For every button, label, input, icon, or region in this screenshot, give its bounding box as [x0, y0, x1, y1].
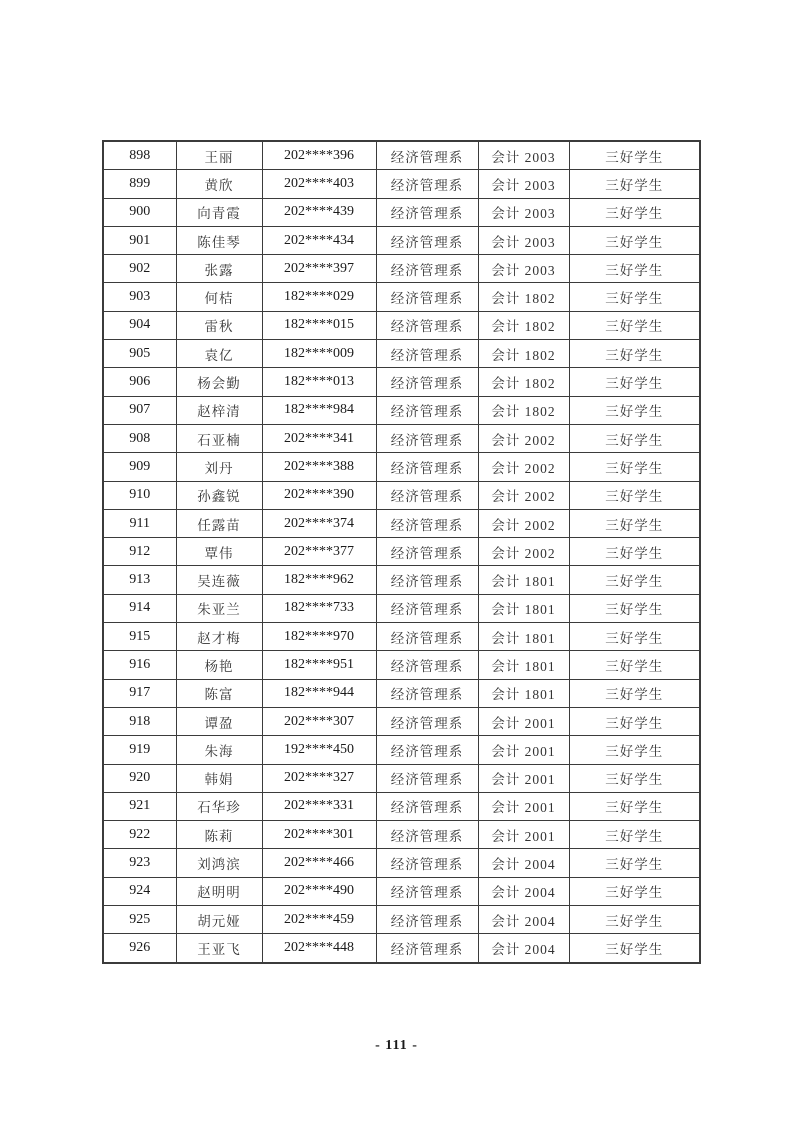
cell-name: 胡元娅 — [176, 906, 262, 934]
cell-class: 会计 2002 — [478, 453, 569, 481]
cell-student-id: 182****970 — [262, 623, 376, 651]
cell-class: 会计 2002 — [478, 509, 569, 537]
cell-name: 谭盈 — [176, 707, 262, 735]
cell-department: 经济管理系 — [376, 538, 478, 566]
table-row — [103, 792, 700, 820]
cell-department: 经济管理系 — [376, 566, 478, 594]
table-row — [103, 311, 700, 339]
cell-award: 三好学生 — [569, 906, 700, 934]
awards-table-body — [103, 141, 700, 963]
cell-row-number: 917 — [103, 679, 176, 707]
cell-name: 刘丹 — [176, 453, 262, 481]
cell-award: 三好学生 — [569, 764, 700, 792]
cell-department: 经济管理系 — [376, 877, 478, 905]
cell-row-number: 912 — [103, 538, 176, 566]
cell-award: 三好学生 — [569, 651, 700, 679]
page-number: - 111 - — [375, 1038, 418, 1053]
cell-class: 会计 2001 — [478, 707, 569, 735]
cell-student-id: 182****984 — [262, 396, 376, 424]
table-row — [103, 141, 700, 170]
cell-row-number: 898 — [103, 141, 176, 170]
table-row — [103, 736, 700, 764]
cell-row-number: 908 — [103, 424, 176, 452]
cell-name: 杨艳 — [176, 651, 262, 679]
cell-name: 王亚飞 — [176, 934, 262, 963]
cell-class: 会计 2004 — [478, 877, 569, 905]
cell-student-id: 182****015 — [262, 311, 376, 339]
table-row — [103, 283, 700, 311]
cell-award: 三好学生 — [569, 311, 700, 339]
cell-class: 会计 2003 — [478, 170, 569, 198]
cell-department: 经济管理系 — [376, 255, 478, 283]
cell-row-number: 906 — [103, 368, 176, 396]
table-row — [103, 623, 700, 651]
cell-row-number: 926 — [103, 934, 176, 963]
cell-student-id: 202****466 — [262, 849, 376, 877]
cell-class: 会计 1801 — [478, 651, 569, 679]
cell-student-id: 202****327 — [262, 764, 376, 792]
cell-name: 石亚楠 — [176, 424, 262, 452]
cell-award: 三好学生 — [569, 198, 700, 226]
cell-row-number: 900 — [103, 198, 176, 226]
cell-award: 三好学生 — [569, 679, 700, 707]
awards-table — [102, 140, 701, 964]
cell-award: 三好学生 — [569, 141, 700, 170]
cell-award: 三好学生 — [569, 934, 700, 963]
cell-class: 会计 1801 — [478, 566, 569, 594]
cell-department: 经济管理系 — [376, 509, 478, 537]
table-row — [103, 594, 700, 622]
table-row — [103, 255, 700, 283]
cell-award: 三好学生 — [569, 453, 700, 481]
cell-student-id: 182****013 — [262, 368, 376, 396]
cell-department: 经济管理系 — [376, 283, 478, 311]
cell-class: 会计 1802 — [478, 368, 569, 396]
table-row — [103, 509, 700, 537]
cell-department: 经济管理系 — [376, 170, 478, 198]
cell-student-id: 192****450 — [262, 736, 376, 764]
cell-name: 刘鸿滨 — [176, 849, 262, 877]
cell-award: 三好学生 — [569, 396, 700, 424]
cell-name: 覃伟 — [176, 538, 262, 566]
cell-department: 经济管理系 — [376, 623, 478, 651]
cell-student-id: 182****009 — [262, 340, 376, 368]
cell-student-id: 202****341 — [262, 424, 376, 452]
cell-class: 会计 2002 — [478, 424, 569, 452]
cell-student-id: 202****439 — [262, 198, 376, 226]
cell-row-number: 915 — [103, 623, 176, 651]
cell-award: 三好学生 — [569, 340, 700, 368]
cell-award: 三好学生 — [569, 821, 700, 849]
cell-row-number: 918 — [103, 707, 176, 735]
table-row — [103, 481, 700, 509]
cell-department: 经济管理系 — [376, 594, 478, 622]
cell-class: 会计 1802 — [478, 283, 569, 311]
cell-name: 赵梓清 — [176, 396, 262, 424]
cell-student-id: 202****448 — [262, 934, 376, 963]
cell-row-number: 921 — [103, 792, 176, 820]
cell-class: 会计 1801 — [478, 679, 569, 707]
table-row — [103, 538, 700, 566]
table-row — [103, 453, 700, 481]
cell-class: 会计 1802 — [478, 396, 569, 424]
table-row — [103, 226, 700, 254]
table-row — [103, 707, 700, 735]
table-row — [103, 906, 700, 934]
cell-student-id: 202****434 — [262, 226, 376, 254]
cell-name: 何桔 — [176, 283, 262, 311]
cell-department: 经济管理系 — [376, 679, 478, 707]
cell-student-id: 182****962 — [262, 566, 376, 594]
cell-class: 会计 2002 — [478, 481, 569, 509]
cell-department: 经济管理系 — [376, 906, 478, 934]
cell-award: 三好学生 — [569, 736, 700, 764]
cell-class: 会计 2003 — [478, 255, 569, 283]
cell-name: 向青霞 — [176, 198, 262, 226]
table-row — [103, 340, 700, 368]
cell-department: 经济管理系 — [376, 764, 478, 792]
cell-name: 黄欣 — [176, 170, 262, 198]
cell-row-number: 920 — [103, 764, 176, 792]
cell-student-id: 202****403 — [262, 170, 376, 198]
cell-award: 三好学生 — [569, 707, 700, 735]
cell-student-id: 202****388 — [262, 453, 376, 481]
cell-row-number: 904 — [103, 311, 176, 339]
table-row — [103, 821, 700, 849]
cell-row-number: 916 — [103, 651, 176, 679]
cell-name: 陈富 — [176, 679, 262, 707]
cell-department: 经济管理系 — [376, 424, 478, 452]
cell-row-number: 910 — [103, 481, 176, 509]
cell-name: 雷秋 — [176, 311, 262, 339]
cell-department: 经济管理系 — [376, 934, 478, 963]
cell-name: 石华珍 — [176, 792, 262, 820]
cell-student-id: 202****390 — [262, 481, 376, 509]
cell-student-id: 182****944 — [262, 679, 376, 707]
cell-department: 经济管理系 — [376, 481, 478, 509]
cell-name: 孙鑫锐 — [176, 481, 262, 509]
table-row — [103, 396, 700, 424]
cell-student-id: 182****733 — [262, 594, 376, 622]
cell-class: 会计 2004 — [478, 906, 569, 934]
cell-class: 会计 2001 — [478, 736, 569, 764]
cell-class: 会计 1802 — [478, 311, 569, 339]
cell-student-id: 202****331 — [262, 792, 376, 820]
cell-student-id: 182****029 — [262, 283, 376, 311]
cell-award: 三好学生 — [569, 368, 700, 396]
cell-department: 经济管理系 — [376, 396, 478, 424]
cell-student-id: 182****951 — [262, 651, 376, 679]
cell-class: 会计 1802 — [478, 340, 569, 368]
cell-award: 三好学生 — [569, 283, 700, 311]
table-row — [103, 934, 700, 963]
cell-row-number: 923 — [103, 849, 176, 877]
cell-department: 经济管理系 — [376, 311, 478, 339]
table-row — [103, 368, 700, 396]
cell-department: 经济管理系 — [376, 453, 478, 481]
cell-department: 经济管理系 — [376, 821, 478, 849]
cell-department: 经济管理系 — [376, 368, 478, 396]
cell-class: 会计 2001 — [478, 792, 569, 820]
table-row — [103, 679, 700, 707]
cell-award: 三好学生 — [569, 877, 700, 905]
cell-row-number: 913 — [103, 566, 176, 594]
cell-student-id: 202****397 — [262, 255, 376, 283]
cell-student-id: 202****396 — [262, 141, 376, 170]
cell-student-id: 202****490 — [262, 877, 376, 905]
cell-student-id: 202****301 — [262, 821, 376, 849]
cell-class: 会计 1801 — [478, 594, 569, 622]
cell-department: 经济管理系 — [376, 141, 478, 170]
cell-row-number: 902 — [103, 255, 176, 283]
cell-name: 赵明明 — [176, 877, 262, 905]
cell-class: 会计 1801 — [478, 623, 569, 651]
cell-department: 经济管理系 — [376, 707, 478, 735]
cell-name: 吴连薇 — [176, 566, 262, 594]
cell-student-id: 202****377 — [262, 538, 376, 566]
table-row — [103, 764, 700, 792]
cell-row-number: 911 — [103, 509, 176, 537]
table-row — [103, 651, 700, 679]
cell-student-id: 202****459 — [262, 906, 376, 934]
cell-department: 经济管理系 — [376, 340, 478, 368]
table-row — [103, 849, 700, 877]
cell-row-number: 919 — [103, 736, 176, 764]
cell-class: 会计 2004 — [478, 849, 569, 877]
cell-award: 三好学生 — [569, 849, 700, 877]
cell-name: 赵才梅 — [176, 623, 262, 651]
cell-class: 会计 2001 — [478, 764, 569, 792]
table-row — [103, 877, 700, 905]
cell-name: 任露苗 — [176, 509, 262, 537]
cell-award: 三好学生 — [569, 792, 700, 820]
cell-department: 经济管理系 — [376, 792, 478, 820]
cell-department: 经济管理系 — [376, 198, 478, 226]
cell-name: 韩娟 — [176, 764, 262, 792]
cell-name: 陈佳琴 — [176, 226, 262, 254]
cell-award: 三好学生 — [569, 255, 700, 283]
cell-name: 王丽 — [176, 141, 262, 170]
cell-department: 经济管理系 — [376, 226, 478, 254]
cell-student-id: 202****307 — [262, 707, 376, 735]
cell-name: 朱海 — [176, 736, 262, 764]
cell-award: 三好学生 — [569, 481, 700, 509]
cell-row-number: 899 — [103, 170, 176, 198]
cell-name: 陈莉 — [176, 821, 262, 849]
cell-name: 张露 — [176, 255, 262, 283]
table-row — [103, 170, 700, 198]
cell-class: 会计 2004 — [478, 934, 569, 963]
cell-award: 三好学生 — [569, 623, 700, 651]
cell-row-number: 914 — [103, 594, 176, 622]
cell-class: 会计 2002 — [478, 538, 569, 566]
cell-class: 会计 2003 — [478, 226, 569, 254]
table-row — [103, 424, 700, 452]
cell-row-number: 909 — [103, 453, 176, 481]
cell-department: 经济管理系 — [376, 849, 478, 877]
cell-student-id: 202****374 — [262, 509, 376, 537]
cell-department: 经济管理系 — [376, 736, 478, 764]
cell-row-number: 903 — [103, 283, 176, 311]
cell-row-number: 905 — [103, 340, 176, 368]
cell-row-number: 907 — [103, 396, 176, 424]
table-row — [103, 198, 700, 226]
cell-award: 三好学生 — [569, 509, 700, 537]
cell-row-number: 901 — [103, 226, 176, 254]
cell-row-number: 924 — [103, 877, 176, 905]
cell-award: 三好学生 — [569, 566, 700, 594]
cell-award: 三好学生 — [569, 226, 700, 254]
cell-award: 三好学生 — [569, 594, 700, 622]
cell-name: 杨会勤 — [176, 368, 262, 396]
cell-class: 会计 2003 — [478, 141, 569, 170]
cell-name: 袁亿 — [176, 340, 262, 368]
cell-award: 三好学生 — [569, 424, 700, 452]
cell-row-number: 925 — [103, 906, 176, 934]
cell-name: 朱亚兰 — [176, 594, 262, 622]
cell-award: 三好学生 — [569, 170, 700, 198]
table-row — [103, 566, 700, 594]
cell-department: 经济管理系 — [376, 651, 478, 679]
cell-class: 会计 2003 — [478, 198, 569, 226]
cell-award: 三好学生 — [569, 538, 700, 566]
cell-row-number: 922 — [103, 821, 176, 849]
cell-class: 会计 2001 — [478, 821, 569, 849]
